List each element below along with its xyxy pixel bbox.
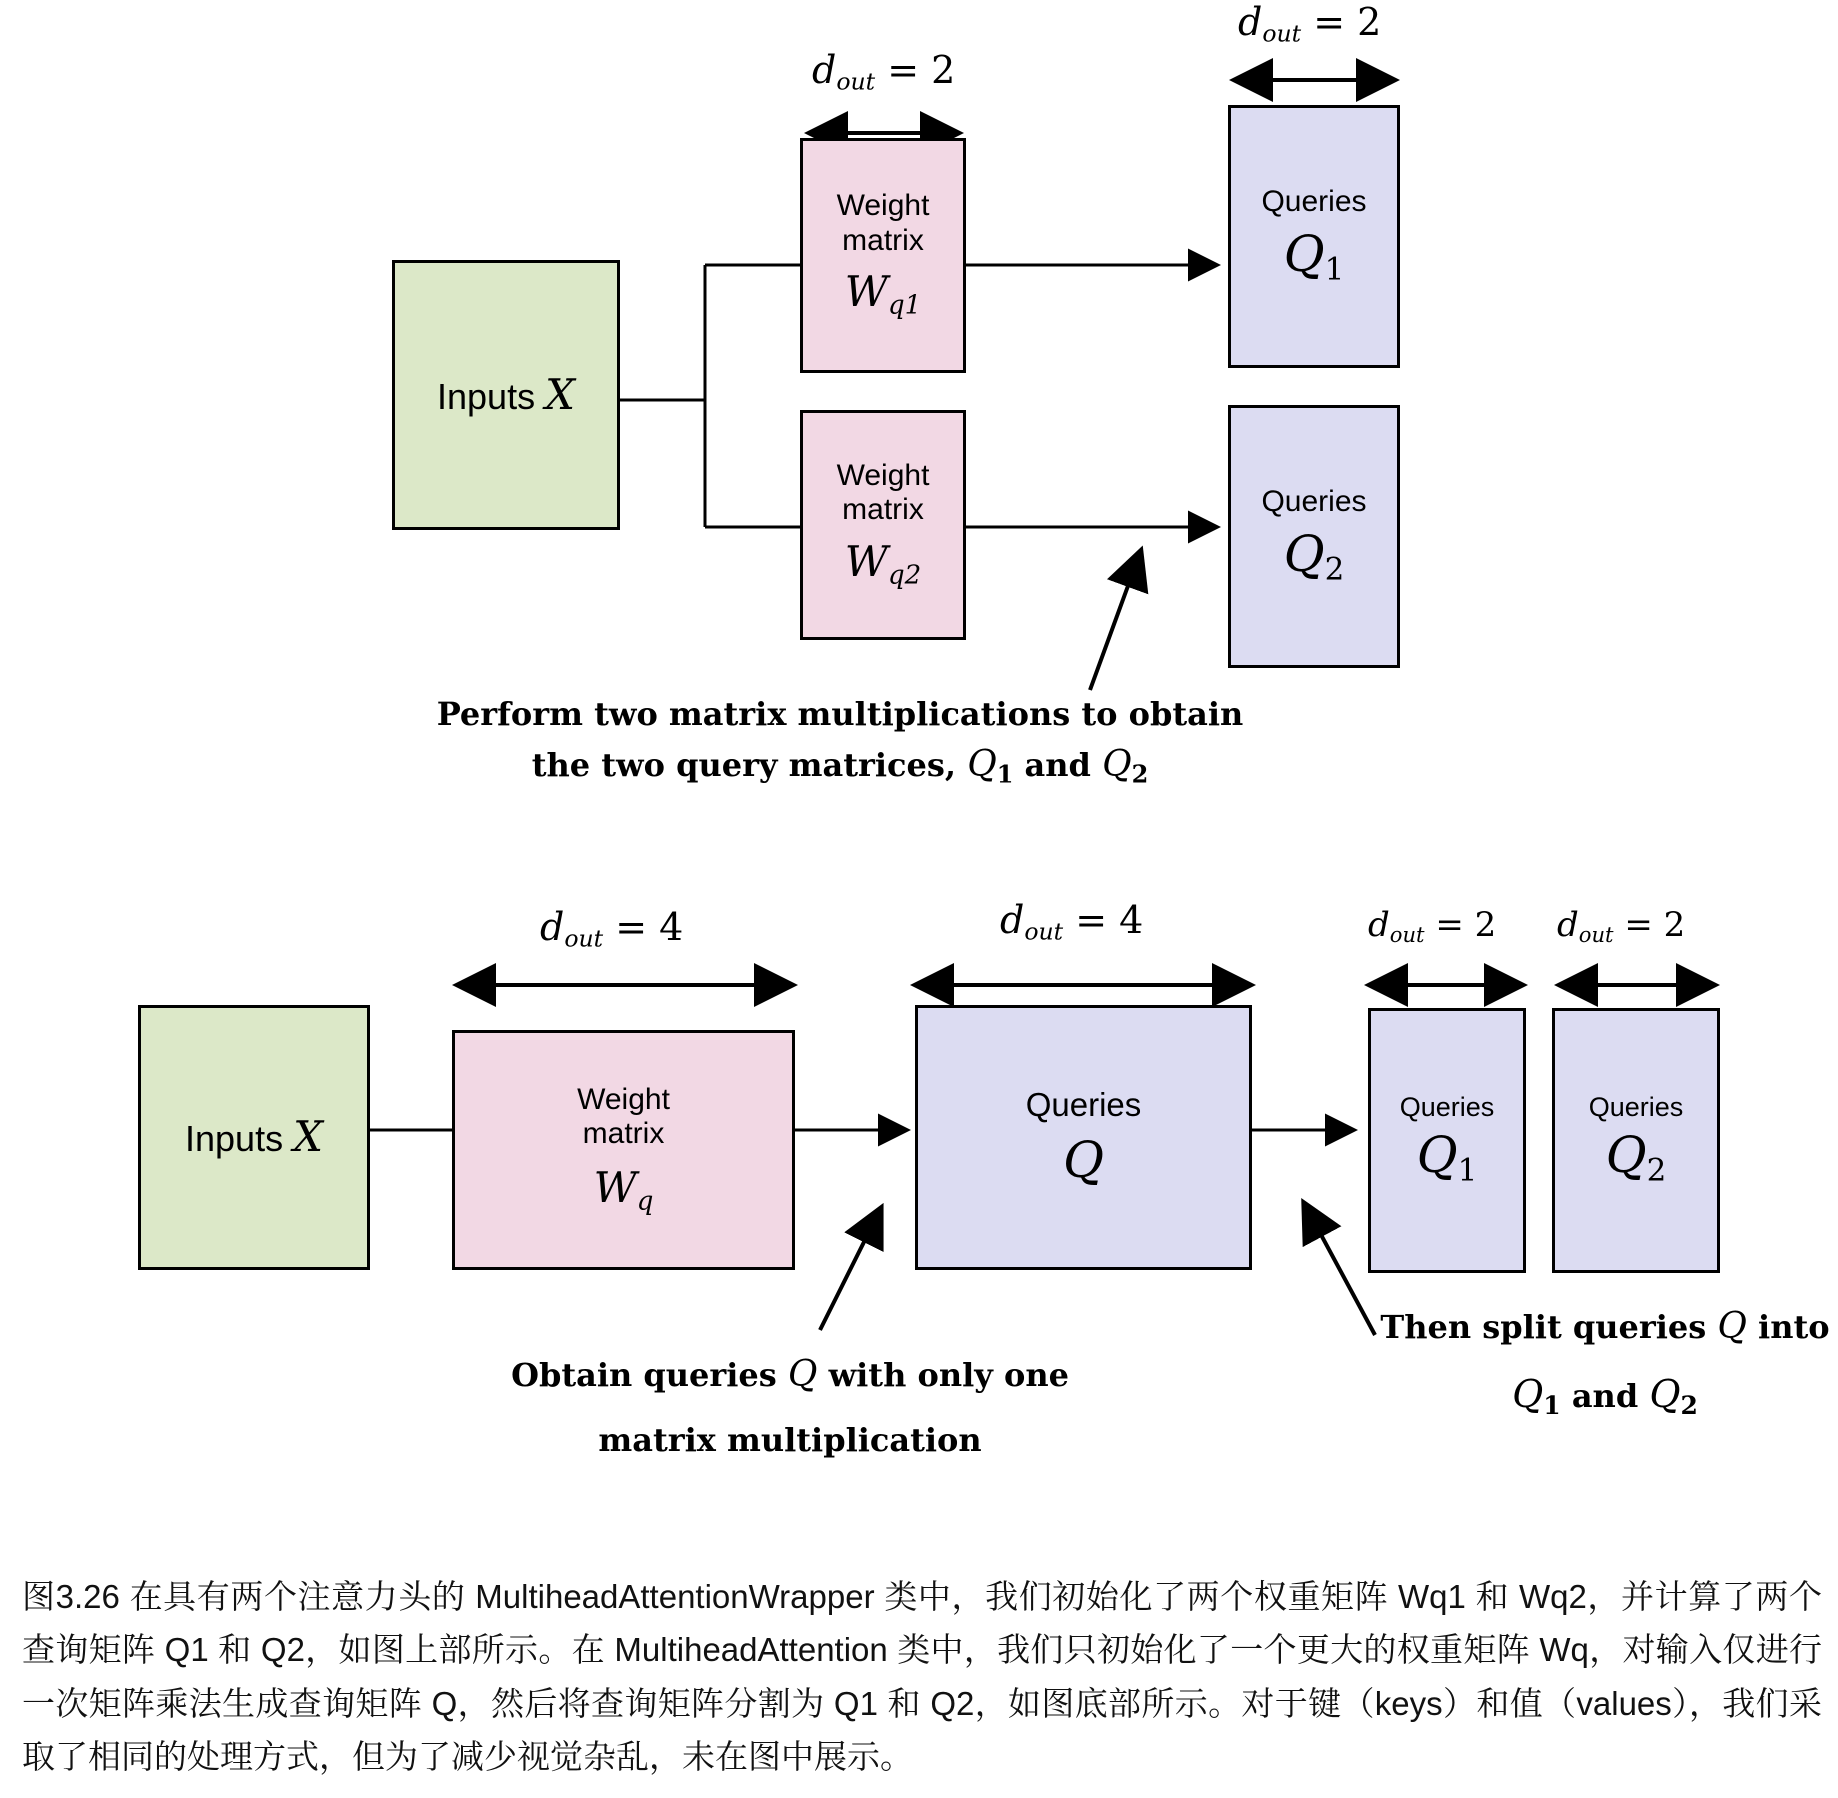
wq-subscript: q (636, 1186, 654, 1217)
top-annotation-line1: Perform two matrix multiplications to obtain (436, 695, 1244, 733)
bottom-right-ann-q: Q (1717, 1306, 1747, 1347)
top-annotation-line2 (420, 738, 1260, 793)
top-annotation-q1-sub: 1 (996, 759, 1014, 789)
top-annotation-q2: Q (1102, 744, 1132, 785)
bottom-right-ann-pre: Then split queries (1380, 1308, 1718, 1346)
dout-label-bottom-weight: dout = 4 (540, 905, 684, 953)
bottom-right-ann-q2-sub: 2 (1680, 1391, 1698, 1420)
bottom-left-annotation (500, 1348, 1080, 1464)
wq2-symbol: W (844, 536, 888, 586)
dout-value-top-queries: 2 (1357, 0, 1382, 44)
wq1-line1: Weight (836, 189, 930, 223)
wq-line1: Weight (577, 1082, 670, 1116)
dout-value-top-weight: 2 (931, 48, 956, 92)
split-q2-label: Queries (1588, 1091, 1684, 1122)
wq2-line1: Weight (836, 458, 930, 492)
top-queries-q2-box (1228, 405, 1400, 668)
q1-label: Queries (1261, 185, 1367, 219)
top-queries-q1-box (1228, 105, 1400, 368)
q1-subscript: 1 (1324, 251, 1345, 288)
dout-label-split-q2: dout = 2 (1557, 905, 1686, 947)
bottom-queries-box (915, 1005, 1252, 1270)
wq1-symbol: W (844, 267, 888, 317)
wq1-subscript: q1 (887, 290, 922, 321)
q2-subscript: 2 (1324, 551, 1345, 588)
split-q1-label: Queries (1399, 1091, 1495, 1122)
bottom-right-ann-q2: Q (1649, 1372, 1681, 1416)
wq-symbol: W (593, 1162, 637, 1212)
dout-value-bottom-queries: 4 (1119, 898, 1144, 942)
bottom-right-ann-q1-sub: 1 (1543, 1391, 1561, 1420)
wq2-line2: matrix (842, 493, 924, 527)
bottom-inputs-label: Inputs (185, 1118, 284, 1160)
dout-label-bottom-queries: dout = 4 (1000, 898, 1144, 946)
bottom-right-annotation-line2 (1380, 1366, 1830, 1425)
wq1-line2: matrix (842, 223, 924, 257)
split-q1-subscript: 1 (1457, 1152, 1478, 1189)
split-q2-symbol: Q (1605, 1125, 1647, 1184)
wq-line2: matrix (582, 1117, 665, 1151)
bottom-right-annotation-line1 (1380, 1300, 1830, 1354)
bottom-split-q2-box (1552, 1008, 1720, 1273)
bottom-weight-matrix-wq-box (452, 1030, 795, 1270)
top-inputs-label: Inputs (437, 375, 536, 417)
top-annotation-and: and (1013, 746, 1103, 784)
q2-label: Queries (1261, 485, 1367, 519)
dout-value-split-q2: 2 (1663, 905, 1686, 945)
bottom-left-ann-q: Q (787, 1354, 818, 1395)
dout-label-split-q1: dout = 2 (1368, 905, 1497, 947)
top-weight-matrix-wq1-box (800, 138, 966, 373)
top-annotation-q2-sub: 2 (1131, 759, 1149, 789)
bottom-inputs-symbol: X (293, 1112, 323, 1162)
dout-label-top-queries: dout = 2 (1238, 0, 1382, 48)
top-annotation (420, 690, 1260, 793)
q1-symbol: Q (1283, 224, 1325, 283)
wq2-subscript: q2 (887, 560, 922, 591)
bottom-left-annotation-line1 (500, 1348, 1080, 1402)
split-q2-subscript: 2 (1646, 1152, 1667, 1189)
split-q1-symbol: Q (1416, 1125, 1458, 1184)
bottom-queries-symbol: Q (1063, 1130, 1104, 1189)
dout-label-top-weight: dout = 2 (812, 48, 956, 96)
q2-symbol: Q (1283, 524, 1325, 583)
bottom-right-annotation (1380, 1300, 1830, 1425)
figure-caption: 图3.26 在具有两个注意力头的 MultiheadAttentionWrapper 类中，我们初始化了两个权重矩阵 Wq1 和 Wq2，并计算了两个查询矩阵 Q1 和 Q2，如图上部所示。在 MultiheadAttention 类中，我们只初始化了一个更大的权重矩阵 Wq，对输入仅进行一次矩阵乘法生成查询矩阵 Q，然后将查询矩阵分割为 Q1 和 Q2，如图底部所示。对于键（keys）和值（values），我们采取了相同的处理方式，但为了减少视觉杂乱，未在图中展示。 (22, 1578, 1822, 1776)
top-inputs-box (392, 260, 620, 530)
bottom-left-annotation-line2: matrix multiplication (598, 1421, 982, 1459)
bottom-left-ann-post: with only one (817, 1356, 1069, 1394)
dout-value-bottom-weight: 4 (659, 905, 684, 949)
dout-value-split-q1: 2 (1474, 905, 1497, 945)
bottom-left-ann-pre: Obtain queries (511, 1356, 788, 1394)
top-inputs-symbol: X (545, 369, 575, 419)
bottom-split-q1-box (1368, 1008, 1526, 1273)
bottom-queries-label: Queries (1025, 1085, 1142, 1123)
bottom-right-ann-post: into (1746, 1308, 1830, 1346)
bottom-right-ann-q1: Q (1512, 1372, 1544, 1416)
top-annotation-line2-pre: the two query matrices, (531, 746, 968, 784)
top-annotation-q1: Q (967, 744, 997, 785)
bottom-right-ann-and: and (1560, 1377, 1650, 1415)
bottom-inputs-box (138, 1005, 370, 1270)
top-weight-matrix-wq2-box (800, 410, 966, 640)
